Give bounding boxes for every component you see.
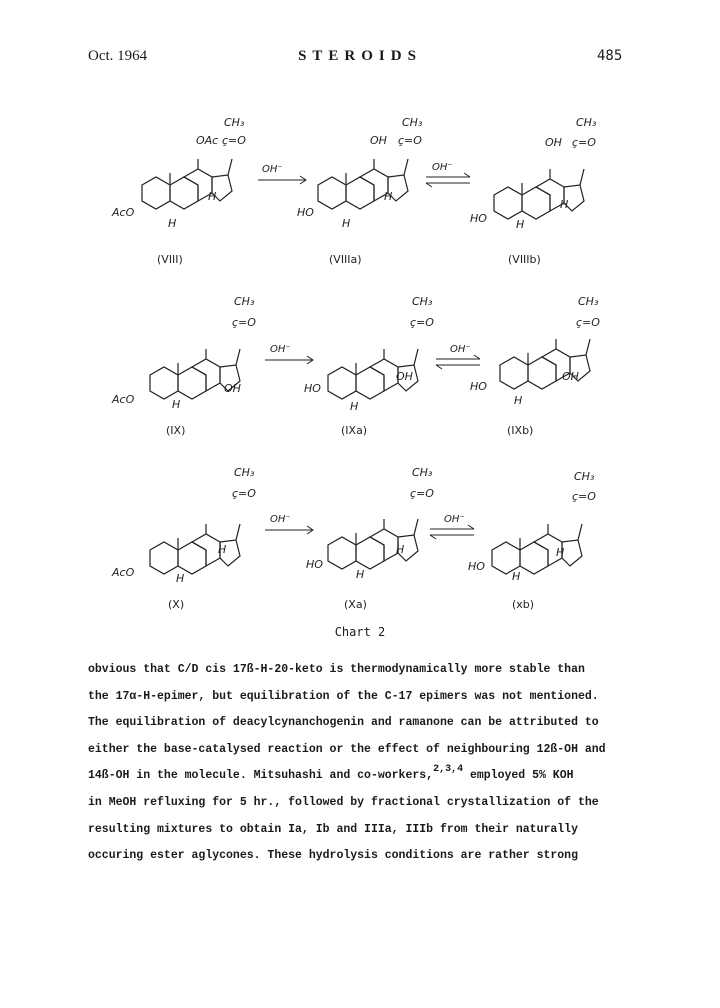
- svg-text:AcO: AcO: [112, 393, 135, 406]
- svg-text:H: H: [560, 198, 569, 211]
- svg-text:OH: OH: [545, 136, 562, 149]
- svg-text:ç=O: ç=O: [576, 316, 600, 329]
- structure-x: [111, 466, 256, 585]
- svg-text:H: H: [556, 546, 565, 559]
- svg-text:ç=O: ç=O: [572, 490, 596, 503]
- structure-xb: [468, 470, 596, 583]
- journal-title: STEROIDS: [298, 48, 422, 64]
- svg-text:H: H: [356, 568, 365, 581]
- label-ixb: (IXb): [507, 424, 534, 437]
- label-x: (X): [168, 598, 185, 611]
- svg-text:OH⁻: OH⁻: [270, 344, 291, 355]
- page-number: 485: [597, 48, 623, 64]
- h-5: H: [168, 217, 177, 230]
- svg-text:H: H: [342, 217, 351, 230]
- svg-text:CH₃: CH₃: [402, 116, 423, 129]
- svg-text:HO: HO: [304, 382, 321, 395]
- arrow-3a: [265, 514, 313, 534]
- label-viiia: (VIIIa): [329, 253, 362, 266]
- svg-text:CH₃: CH₃: [576, 116, 597, 129]
- equilibrium-2: [436, 344, 480, 369]
- issue-date: Oct. 1964: [88, 48, 148, 64]
- svg-text:ç=O: ç=O: [572, 136, 596, 149]
- svg-text:ç=O: ç=O: [410, 316, 434, 329]
- svg-text:H: H: [350, 400, 359, 413]
- svg-text:H: H: [172, 398, 181, 411]
- svg-text:ç=O: ç=O: [232, 316, 256, 329]
- svg-text:H: H: [396, 543, 405, 556]
- structure-ixb: [470, 295, 600, 407]
- svg-text:CH₃: CH₃: [412, 466, 433, 479]
- svg-text:OH⁻: OH⁻: [270, 514, 291, 525]
- body-text: [88, 657, 648, 870]
- text-line-start: 14ß-OH in the molecule. Mitsuhashi and co-workers,: [88, 769, 434, 783]
- svg-text:H: H: [176, 572, 185, 585]
- methyl-group: CH₃: [224, 116, 245, 129]
- arrow-2a: [265, 344, 313, 364]
- svg-text:CH₃: CH₃: [412, 295, 433, 308]
- structure-xa: [306, 466, 434, 581]
- hydroxy-3: HO: [297, 206, 314, 219]
- svg-text:H: H: [384, 190, 393, 203]
- svg-text:H: H: [516, 218, 525, 231]
- ketone-group: ç=O: [222, 134, 246, 147]
- hydroxy-12: OH: [370, 134, 387, 147]
- label-ixa: (IXa): [341, 424, 368, 437]
- equilibrium-1: [426, 162, 470, 187]
- equilibrium-3: [430, 514, 474, 539]
- svg-text:HO: HO: [470, 212, 487, 225]
- svg-text:HO: HO: [468, 560, 485, 573]
- hydroxy-14: OH: [224, 382, 241, 395]
- svg-text:OH⁻: OH⁻: [444, 514, 465, 525]
- label-viiib: (VIIIb): [508, 253, 541, 266]
- svg-text:H: H: [512, 570, 521, 583]
- svg-text:HO: HO: [470, 380, 487, 393]
- structure-ix: [111, 295, 256, 411]
- structure-viii: [111, 116, 246, 230]
- label-xb: (xb): [512, 598, 535, 611]
- text-line: in MeOH refluxing for 5 hr., followed by fractional crystallization of the: [88, 795, 599, 809]
- structure-viiia: [297, 116, 423, 230]
- svg-text:ç=O: ç=O: [232, 487, 256, 500]
- svg-text:ç=O: ç=O: [398, 134, 422, 147]
- label-viii: (VIII): [157, 253, 183, 266]
- svg-text:OH⁻: OH⁻: [450, 344, 471, 355]
- svg-text:OH: OH: [562, 370, 579, 383]
- label-ix: (IX): [166, 424, 186, 437]
- reference-superscript: 2,3,4: [433, 764, 464, 776]
- svg-text:OH⁻: OH⁻: [432, 162, 453, 173]
- label-xa: (Xa): [344, 598, 367, 611]
- chart-caption: Chart 2: [334, 625, 386, 639]
- svg-text:HO: HO: [306, 558, 323, 571]
- svg-text:CH₃: CH₃: [574, 470, 595, 483]
- text-line: The equilibration of deacylcynanchogenin and ramanone can be attributed to: [88, 716, 599, 730]
- svg-text:OH⁻: OH⁻: [262, 164, 283, 175]
- text-line-end: employed 5% KOH: [463, 769, 574, 783]
- structure-viiib: [470, 116, 597, 231]
- svg-text:H: H: [514, 394, 523, 407]
- structure-ixa: [304, 295, 434, 413]
- h-14: H: [208, 190, 217, 203]
- svg-text:CH₃: CH₃: [578, 295, 599, 308]
- text-line: the 17α-H-epimer, but equilibration of the C-17 epimers was not mentioned.: [88, 689, 599, 703]
- svg-text:CH₃: CH₃: [234, 295, 255, 308]
- acetoxy-group: AcO: [112, 206, 135, 219]
- text-line: obvious that C/D cis 17ß-H-20-keto is thermodynamically more stable than: [88, 663, 585, 676]
- acetoxy-12: OAc: [196, 134, 219, 147]
- arrow-1a: [258, 164, 306, 184]
- text-line: occuring ester aglycones. These hydrolysis conditions are rather strong: [88, 849, 578, 863]
- svg-text:H: H: [218, 543, 227, 556]
- text-line: resulting mixtures to obtain Ia, Ib and IIIa, IIIb from their naturally: [88, 822, 578, 836]
- text-line: either the base-catalysed reaction or the effect of neighbouring 12ß-OH and: [88, 742, 606, 756]
- svg-text:OH: OH: [396, 370, 413, 383]
- svg-text:CH₃: CH₃: [234, 466, 255, 479]
- text-line: [88, 763, 648, 790]
- svg-text:ç=O: ç=O: [410, 487, 434, 500]
- svg-text:AcO: AcO: [112, 566, 135, 579]
